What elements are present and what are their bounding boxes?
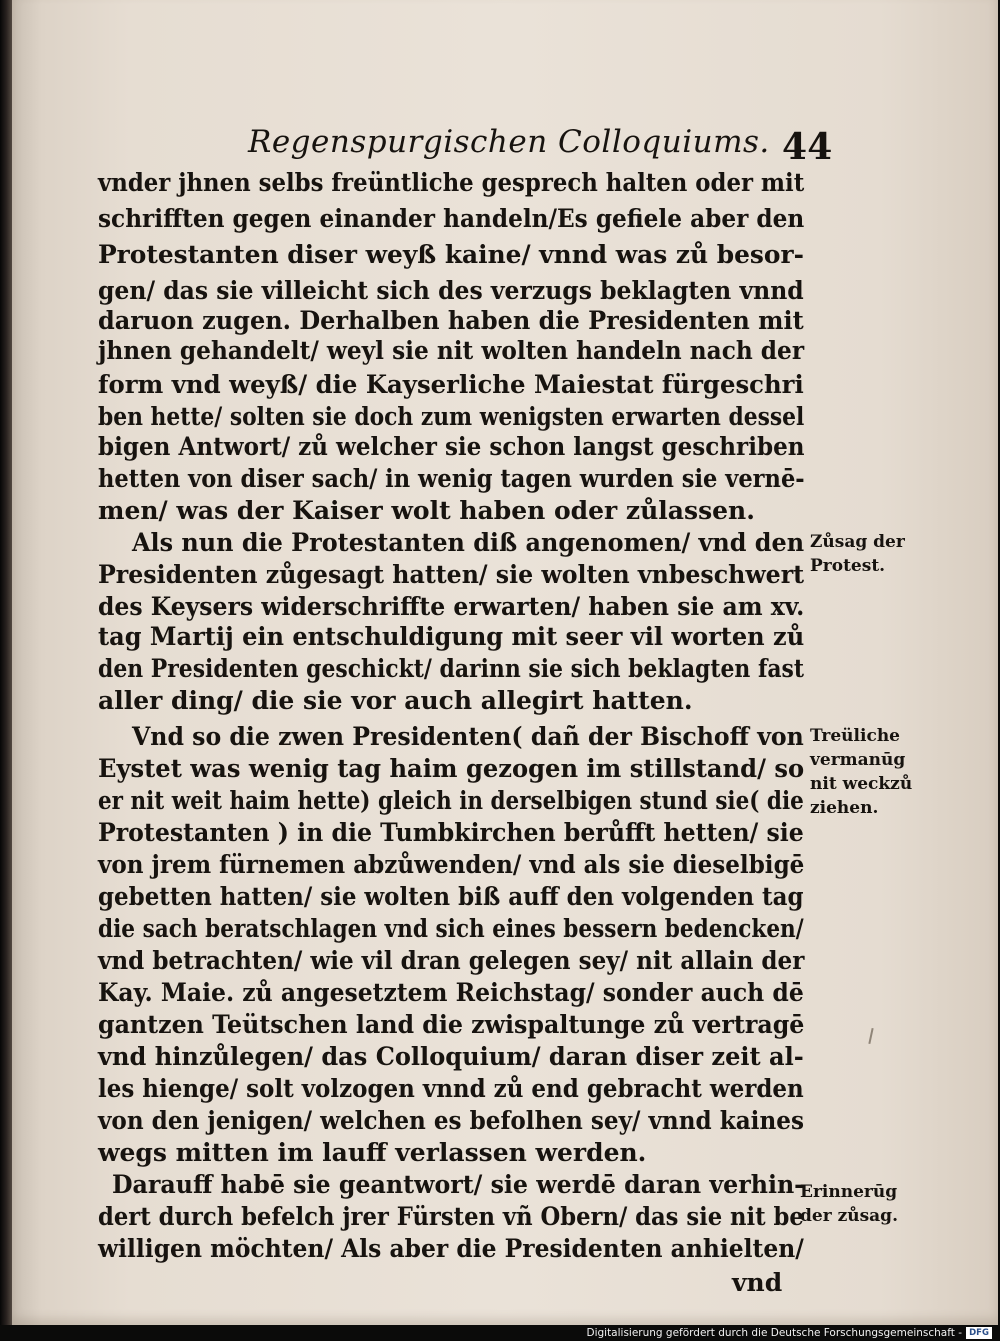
text-line: Darauff habē sie geantwort/ sie werdē daran verhin-: [112, 1170, 805, 1199]
text-line: vnder jhnen selbs freüntliche gesprech halten oder mit: [98, 168, 805, 197]
margin-note: [800, 1180, 898, 1228]
text-line: die sach beratschlagen vnd sich eines bessern bedencken/: [98, 914, 804, 943]
text-line: daruon zugen. Derhalben haben die Presidenten mit: [98, 306, 804, 335]
ink-blemish: [868, 1028, 873, 1044]
text-line: tag Martij ein entschuldigung mit seer vil worten zů: [98, 622, 805, 651]
margin-note: [810, 530, 905, 578]
text-line: willigen möchten/ Als aber die Presidenten anhielten/: [98, 1234, 804, 1263]
margin-note-line: vermanūg: [810, 750, 906, 770]
text-line: des Keysers widerschriffte erwarten/ haben sie am xv.: [98, 592, 805, 621]
text-line: vnd betrachten/ wie vil dran gelegen sey/ nit allain der: [98, 946, 805, 975]
dfg-logo: DFG: [966, 1327, 992, 1339]
margin-note-line: Zůsag der: [810, 532, 905, 552]
text-line: ben hette/ solten sie doch zum wenigsten erwarten dessel: [98, 402, 805, 431]
text-line: men/ was der Kaiser wolt haben oder zůlassen.: [98, 496, 755, 525]
running-head: Regenspurgischen Colloquiums.: [248, 124, 770, 160]
margin-note: [810, 724, 912, 820]
text-line: Protestanten diser weyß kaine/ vnnd was zů besor-: [98, 240, 804, 269]
text-line: Als nun die Protestanten diß angenomen/ vnd den: [132, 528, 805, 557]
text-line: gen/ das sie villeicht sich des verzugs beklagten vnnd: [98, 276, 804, 305]
text-line: aller ding/ die sie vor auch allegirt hatten.: [98, 686, 693, 715]
text-line: Vnd so die zwen Presidenten( dañ der Bischoff von: [132, 722, 804, 751]
folio-number: 44: [782, 126, 833, 168]
funding-credit: Digitalisierung gefördert durch die Deutsche Forschungsgemeinschaft -: [586, 1327, 962, 1339]
text-line: dert durch befelch jrer Fürsten vñ Obern/ das sie nit be: [98, 1202, 804, 1231]
margin-note-line: der zůsag.: [800, 1206, 898, 1226]
text-line: bigen Antwort/ zů welcher sie schon langst geschriben: [98, 432, 805, 461]
text-line: vnd hinzůlegen/ das Colloquium/ daran diser zeit al-: [98, 1042, 804, 1071]
text-line: form vnd weyß/ die Kayserliche Maiestat fürgeschri: [98, 370, 804, 399]
text-line: les hienge/ solt volzogen vnnd zů end gebracht werden: [98, 1074, 804, 1103]
margin-note-line: Protest.: [810, 556, 886, 576]
text-line: schrifften gegen einander handeln/Es gefiele aber den: [98, 204, 805, 233]
margin-note-line: ziehen.: [810, 798, 879, 818]
text-line: gebetten hatten/ sie wolten biß auff den volgenden tag: [98, 882, 804, 911]
text-line: Presidenten zůgesagt hatten/ sie wolten vnbeschwert: [98, 560, 805, 589]
page-paper: [12, 0, 998, 1325]
text-line: Eystet was wenig tag haim gezogen im stillstand/ so: [98, 754, 805, 783]
text-line: wegs mitten im lauff verlassen werden.: [98, 1138, 647, 1167]
margin-note-line: nit weckzů: [810, 774, 913, 794]
book-spine-edge: [0, 0, 12, 1341]
text-line: er nit weit haim hette) gleich in derselbigen stund sie( die: [98, 786, 804, 815]
text-line: Kay. Maie. zů angesetztem Reichstag/ sonder auch dē: [98, 978, 804, 1007]
text-line: hetten von diser sach/ in wenig tagen wurden sie vernē-: [98, 464, 805, 493]
text-line: den Presidenten geschickt/ darinn sie sich beklagten fast: [98, 654, 805, 683]
margin-note-line: Erinnerūg: [800, 1182, 898, 1202]
margin-note-line: Treüliche: [810, 726, 900, 746]
text-line: gantzen Teütschen land die zwispaltunge zů vertragē: [98, 1010, 805, 1039]
text-line: von den jenigen/ welchen es befolhen sey/ vnnd kaines: [98, 1106, 804, 1135]
catchword: vnd: [732, 1268, 783, 1297]
text-line: Protestanten ) in die Tumbkirchen berůfft hetten/ sie: [98, 818, 804, 847]
text-line: jhnen gehandelt/ weyl sie nit wolten handeln nach der: [98, 336, 805, 365]
text-line: von jrem fürnemen abzůwenden/ vnd als sie dieselbigē: [98, 850, 805, 879]
